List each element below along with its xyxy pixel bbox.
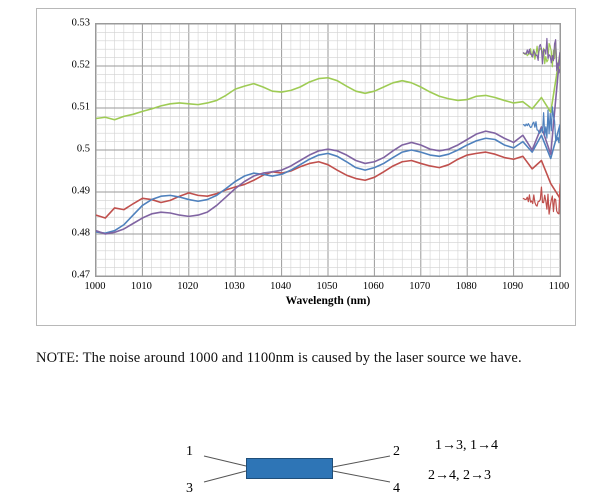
port-label-1: 1 [186, 444, 193, 459]
y-tick-label: 0.49 [71, 185, 90, 197]
x-tick-label: 1010 [130, 281, 152, 292]
y-tick-label: 0.53 [71, 17, 90, 29]
port-diagram [150, 420, 610, 500]
x-tick-label: 1050 [316, 281, 338, 292]
port-label-4: 4 [393, 481, 400, 496]
port-label-2: 2 [393, 444, 400, 459]
device-block [246, 458, 333, 479]
x-tick-label: 1080 [455, 281, 477, 292]
port-label-3: 3 [186, 481, 193, 496]
note-text: NOTE: The noise around 1000 and 1100nm is caused by the laser source we have. [36, 350, 522, 366]
y-tick-label: 0.5 [76, 143, 90, 155]
x-tick-label: 1030 [223, 281, 245, 292]
x-tick-label: 1090 [502, 281, 524, 292]
x-tick-label: 1000 [84, 281, 106, 292]
x-tick-label: 1100 [548, 281, 570, 292]
chart-panel [36, 8, 576, 326]
plot-wrapper [71, 17, 570, 307]
y-tick-label: 0.48 [71, 227, 90, 239]
y-tick-label: 0.47 [71, 269, 90, 281]
y-tick-label: 0.51 [71, 101, 90, 113]
diagram-leader-lines [150, 420, 610, 500]
mapping-bottom: 2→4, 2→3 [428, 468, 491, 483]
x-tick-label: 1040 [270, 281, 292, 292]
y-tick-label: 0.52 [71, 59, 90, 71]
x-tick-label: 1020 [177, 281, 199, 292]
x-axis-title: Wavelength (nm) [285, 295, 371, 307]
x-tick-label: 1070 [409, 281, 431, 292]
plot-area [95, 23, 561, 277]
mapping-top: 1→3, 1→4 [435, 438, 498, 453]
x-tick-label: 1060 [362, 281, 384, 292]
series-lines [96, 24, 560, 276]
